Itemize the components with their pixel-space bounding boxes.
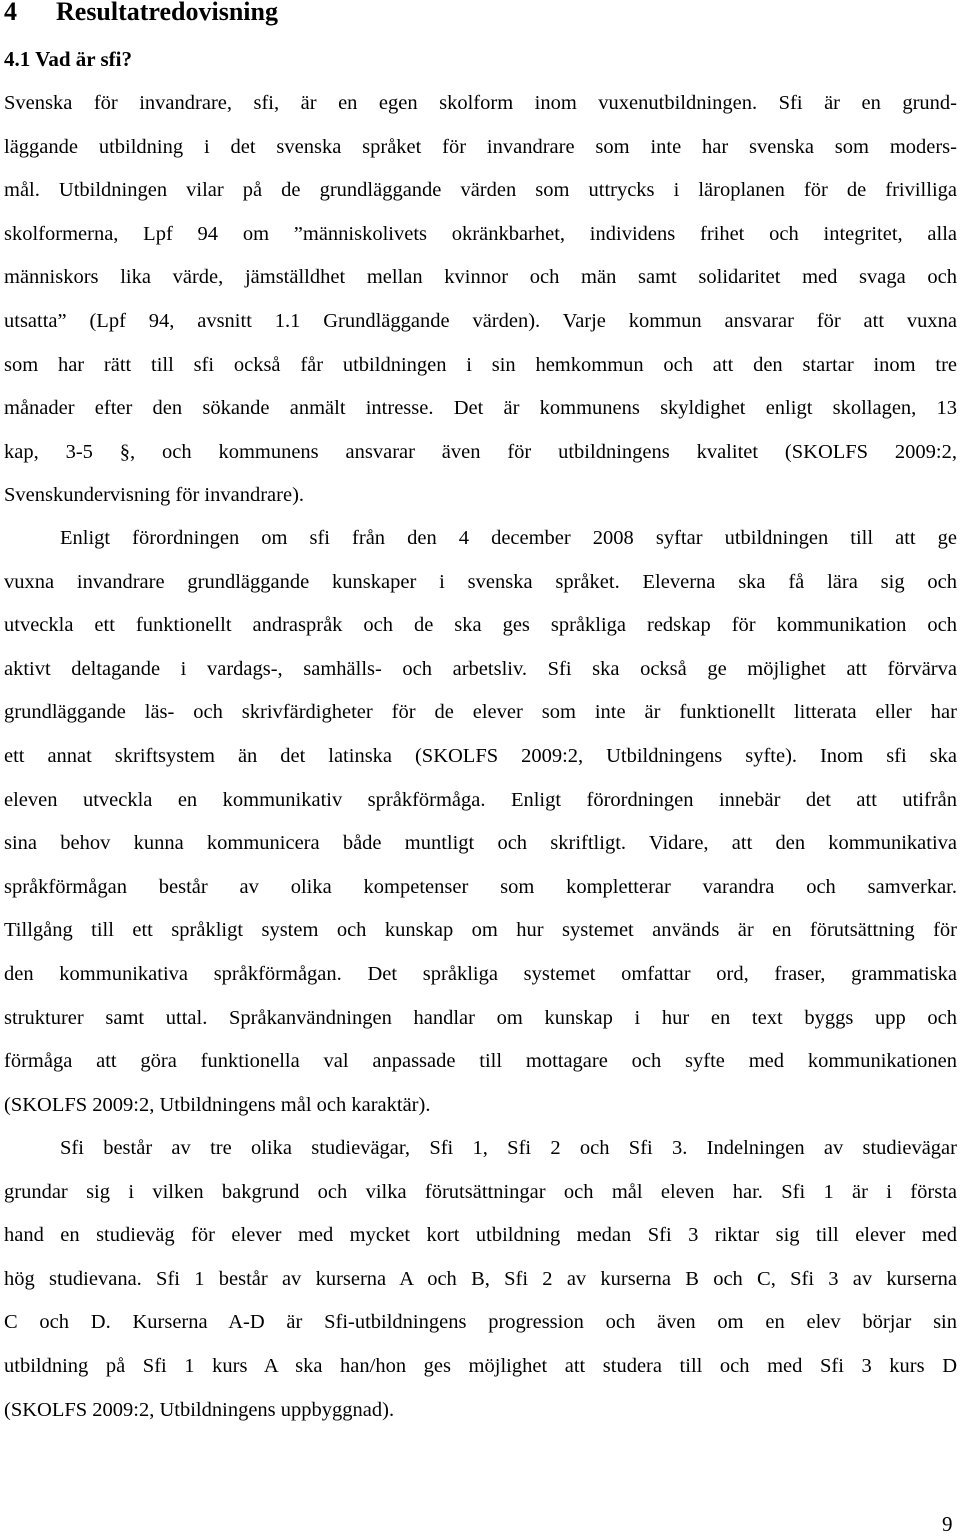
text-line: sina behov kunna kommunicera både muntligt och skriftligt. Vidare, att den kommunikativa [4,832,957,855]
text-line: Sfi består av tre olika studievägar, Sfi 1, Sfi 2 och Sfi 3. Indelningen av studievägar [60,1137,957,1159]
text-line: läggande utbildning i det svenska språket för invandrare som inte har svenska som moders- [4,135,957,158]
text-line: utbildning på Sfi 1 kurs A ska han/hon ges möjlighet att studera till och med Sfi 3 kurs D [4,1355,957,1377]
chapter-heading [4,0,278,31]
text-line: C och D. Kurserna A-D är Sfi-utbildningens progression och även om en elev börjar sin [4,1311,957,1334]
chapter-title: Resultatredovisning [56,0,278,26]
text-line: som har rätt till sfi också får utbildningen i sin hemkommun och att den startar inom tre [4,353,957,376]
chapter-number: 4 [4,0,17,26]
text-line: strukturer samt uttal. Språkanvändningen handlar om kunskap i hur en text byggs upp och [4,1006,957,1029]
text-line: mål. Utbildningen vilar på de grundläggande värden som uttrycks i läroplanen för de frivilliga [4,179,957,202]
text-line: kap, 3-5 §, och kommunens ansvarar även för utbildningens kvalitet (SKOLFS 2009:2, [4,440,957,463]
text-line: utsatta” (Lpf 94, avsnitt 1.1 Grundläggande värden). Varje kommun ansvarar för att vuxna [4,310,957,332]
text-line: Tillgång till ett språkligt system och kunskap om hur systemet används är en förutsättning för [4,919,957,942]
text-line: utveckla ett funktionellt andraspråk och de ska ges språkliga redskap för kommunikation och [4,614,957,637]
text-line: månader efter den sökande anmält intresse. Det är kommunens skyldighet enligt skollagen, 13 [4,397,957,420]
text-line: eleven utveckla en kommunikativ språkförmåga. Enligt förordningen innebär det att utifrån [4,788,957,811]
text-line: språkförmågan består av olika kompetenser som kompletterar varandra och samverkar. [4,875,957,898]
text-line: skolformerna, Lpf 94 om ”människolivets okränkbarhet, individens frihet och integritet, alla [4,222,957,245]
text-line: grundläggande läs- och skrivfärdigheter för de elever som inte är funktionellt litterata eller har [4,701,957,724]
text-line: ett annat skriftsystem än det latinska (SKOLFS 2009:2, Utbildningens syfte). Inom sfi ska [4,745,957,767]
text-line: Svenskundervisning för invandrare). [4,484,305,507]
page-number: 9 [942,1512,953,1536]
text-line: grundar sig i vilken bakgrund och vilka förutsättningar och mål eleven har. Sfi 1 är i första [4,1180,957,1203]
text-line: (SKOLFS 2009:2, Utbildningens mål och karaktär). [4,1093,431,1116]
text-line: den kommunikativa språkförmågan. Det språkliga systemet omfattar ord, fraser, grammatiska [4,963,957,985]
section-heading: 4.1 Vad är sfi? [4,47,132,71]
text-line: hand en studieväg för elever med mycket kort utbildning medan Sfi 3 riktar sig till elever med [4,1224,957,1247]
text-line: Svenska för invandrare, sfi, är en egen skolform inom vuxenutbildningen. Sfi är en grund- [4,92,957,114]
text-line: människors lika värde, jämställdhet mellan kvinnor och män samt solidaritet med svaga och [4,266,957,289]
text-line: aktivt deltagande i vardags-, samhälls- och arbetsliv. Sfi ska också ge möjlighet att förvärva [4,657,957,680]
text-line: vuxna invandrare grundläggande kunskaper i svenska språket. Eleverna ska få lära sig och [4,570,957,593]
text-line: förmåga att göra funktionella val anpassade till mottagare och syfte med kommunikationen [4,1050,957,1073]
text-line: hög studievana. Sfi 1 består av kurserna A och B, Sfi 2 av kurserna B och C, Sfi 3 av kurserna [4,1267,957,1290]
text-line: Enligt förordningen om sfi från den 4 december 2008 syftar utbildningen till att ge [60,527,957,549]
text-line: (SKOLFS 2009:2, Utbildningens uppbyggnad). [4,1398,395,1421]
